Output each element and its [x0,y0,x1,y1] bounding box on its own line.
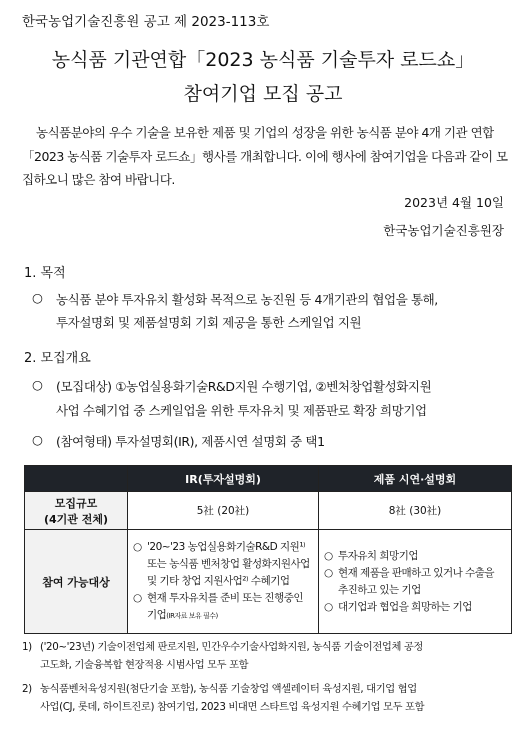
footnote-1 [22,638,512,674]
footnote-2 [22,680,512,716]
table-row [25,492,512,530]
list-item-text: 대기업과 협업을 희망하는 기업 [338,600,472,613]
list-item-note: (IR자료 보유 필수) [166,611,218,620]
purpose-line: 투자설명회 및 제품설명회 기회 제공을 통한 스케일업 지원 [56,315,362,330]
list-item [133,590,313,625]
demo-scale-cell: 8社 (30社) [319,492,512,530]
target-line: (모집대상) ①농업실용화기술R&D지원 수행기업, ②벤처창업활성화지원 [56,379,432,394]
footnote-text: 농식품벤처육성지원(첨단기술 포함), 농식품 기술창업 액셀레이터 육성지원, 대기업 협업 [40,683,417,695]
circle-bullet-icon: ○ [324,549,333,562]
row-label-scale [25,492,128,530]
intro-paragraph: 농식품분야의 우수 기술을 보유한 제품 및 기업의 성장을 위한 농식품 분야 4개 기관 연합「2023 농식품 기술투자 로드쇼」행사를 개최합니다. 이에 행사에 참여기업을 다음과 같이 모집하오니 많은 참여 바랍니다. [22,125,508,187]
table-header-corner [25,466,128,492]
notice-subtitle: 참여기업 모집 공고 [183,83,343,105]
table-row [25,530,512,634]
row-label-line: (4기관 전체) [43,512,109,526]
list-item [324,599,506,616]
list-item [324,565,506,599]
table-header-ir: IR(투자설명회) [128,466,319,492]
list-item-text: '20~'23 농업실용화기술R&D 지원¹⁾ 또는 농식품 벤처창업 활성화지원사업 및 기타 창업 지원사업²⁾ 수혜기업 [147,540,310,587]
notice-date: 2023년 4월 10일 [404,195,504,210]
row-label-eligible: 참여 가능대상 [25,530,128,634]
list-item-text: 투자유치 희망기업 [338,549,418,562]
bullet-circle-icon: ○ [32,377,43,392]
bullet-circle-icon: ○ [32,432,43,447]
list-item-text: 현재 제품을 판매하고 있거나 수출을 추진하고 있는 기업 [338,566,494,596]
footnote-text: 사업(CJ, 롯데, 하이트진로) 참여기업, 2023 비대면 스타트업 육성지원 수혜기업 모두 포함 [40,701,425,713]
circle-bullet-icon: ○ [133,591,142,604]
format-line: (참여형태) 투자설명회(IR), 제품시연 설명회 중 택1 [56,434,325,449]
row-label-line: 모집규모 [54,496,98,510]
circle-bullet-icon: ○ [324,600,333,613]
target-line: 사업 수혜기업 중 스케일업을 위한 투자유치 및 제품판로 확장 희망기업 [56,403,427,418]
ir-eligible-cell [128,530,319,634]
issuer-name: 한국농업기술진흥원장 [383,223,504,238]
list-item-text: 현재 투자유치를 준비 또는 진행중인 기업 [147,591,303,621]
table-header-row [25,466,512,492]
purpose-line: 농식품 분야 투자유치 활성화 목적으로 농진원 등 4개기관의 협업을 통해, [56,292,438,307]
footnote-number: 1) [22,641,32,653]
circle-bullet-icon: ○ [324,566,333,579]
section-heading-overview: 2. 모집개요 [24,351,91,366]
notice-title: 농식품 기관연합「2023 농식품 기술투자 로드쇼」 [51,49,475,71]
ir-scale-cell: 5社 (20社) [128,492,319,530]
list-item [324,548,506,565]
table-header-demo: 제품 시연·설명회 [319,466,512,492]
list-item [133,539,313,590]
footnote-text: 고도화, 기술융복합 현장적용 시범사업 모두 포함 [40,659,249,671]
notice-number: 한국농업기술진흥원 공고 제 2023-113호 [22,14,270,30]
section-heading-purpose: 1. 목적 [24,266,66,281]
circle-bullet-icon: ○ [133,540,142,553]
footnote-text: ('20~'23년) 기술이전업체 판로지원, 민간우수기술사업화지원, 농식품 기술이전업체 공정 [40,641,423,653]
demo-eligible-cell [319,530,512,634]
recruitment-table [24,465,512,634]
footnote-number: 2) [22,683,32,695]
bullet-circle-icon: ○ [32,290,43,305]
